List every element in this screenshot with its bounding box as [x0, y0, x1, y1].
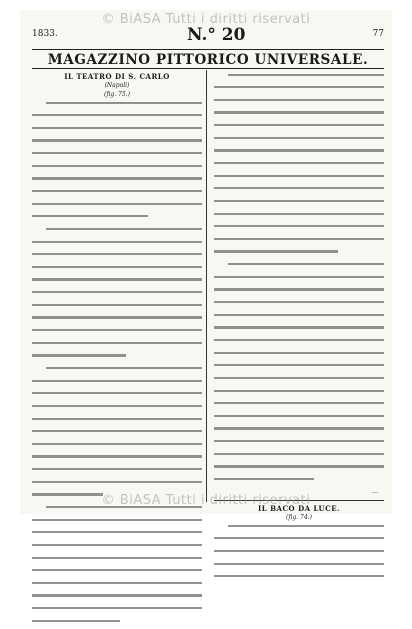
text-line: [214, 402, 384, 411]
page-number: 77: [372, 29, 384, 39]
text-line: [32, 430, 202, 439]
text-line: [32, 380, 202, 389]
text-line: [32, 114, 202, 123]
text-line: [32, 329, 202, 338]
text-line: [32, 177, 202, 186]
text-line: [32, 531, 202, 540]
text-line: [214, 339, 384, 348]
article-body-teatro: [32, 102, 202, 629]
text-line: [214, 200, 384, 209]
text-line: [214, 250, 384, 259]
right-column: [214, 70, 384, 522]
text-line: [214, 478, 384, 487]
text-line: [214, 352, 384, 361]
column-divider: [206, 70, 207, 502]
text-line: [32, 392, 202, 401]
text-line: [32, 152, 202, 161]
text-line: [214, 276, 384, 285]
text-line: [214, 175, 384, 184]
text-line: [32, 241, 202, 250]
text-line: [214, 390, 384, 399]
article-body-baco: [214, 525, 384, 585]
text-line: [32, 228, 202, 237]
text-line: [214, 525, 384, 534]
article-body-teatro-continued: [214, 74, 384, 488]
text-line: [32, 405, 202, 414]
text-line: [214, 453, 384, 462]
article-subtitle-figure-baco: (fig. 74.): [286, 514, 312, 522]
text-line: [32, 594, 202, 603]
left-column: [32, 70, 202, 500]
text-line: [214, 440, 384, 449]
text-line: [214, 225, 384, 234]
text-line: [32, 557, 202, 566]
header-rule-top: [32, 49, 384, 50]
masthead-title: MAGAZZINO PITTORICO UNIVERSALE.: [47, 52, 369, 68]
text-line: [214, 465, 384, 474]
text-line: [32, 266, 202, 275]
text-line: [32, 102, 202, 111]
text-line: [32, 304, 202, 313]
newspaper-page: [20, 10, 392, 522]
text-line: [214, 563, 384, 572]
text-line: [214, 162, 384, 171]
text-line: [214, 537, 384, 546]
text-line: [32, 569, 202, 578]
text-line: [32, 367, 202, 376]
article-subtitle-figure: (fig. 75.): [104, 91, 130, 98]
text-line: [32, 519, 202, 528]
text-line: [214, 187, 384, 196]
text-line: [32, 468, 202, 477]
text-line: [214, 99, 384, 108]
text-line: [32, 342, 202, 351]
article-signature: …: [372, 488, 378, 496]
text-line: [214, 149, 384, 158]
text-line: [32, 291, 202, 300]
text-line: [214, 288, 384, 297]
watermark-bottom: © BiASA Tutti i diritti riservati: [101, 493, 311, 508]
text-line: [32, 620, 202, 629]
text-line: [214, 238, 384, 247]
text-line: [32, 215, 202, 224]
text-line: [32, 190, 202, 199]
text-line: [214, 86, 384, 95]
text-line: [214, 326, 384, 335]
page-header: [32, 25, 384, 47]
text-line: [32, 316, 202, 325]
text-line: [214, 213, 384, 222]
text-line: [214, 137, 384, 146]
text-line: [214, 427, 384, 436]
text-line: [32, 165, 202, 174]
issue-number: N.° 20: [187, 25, 246, 45]
text-line: [214, 111, 384, 120]
article-title-teatro: IL TEATRO DI S. CARLO: [64, 72, 170, 81]
text-line: [32, 607, 202, 616]
text-line: [32, 127, 202, 136]
text-line: [32, 418, 202, 427]
text-line: [214, 124, 384, 133]
text-line: [32, 139, 202, 148]
text-line: [214, 415, 384, 424]
article-title-baco: IL BACO DA LUCE.: [257, 504, 340, 514]
text-line: [32, 481, 202, 490]
issue-year: 1833.: [32, 29, 58, 39]
text-line: [214, 263, 384, 272]
text-line: [32, 253, 202, 262]
text-line: [214, 575, 384, 584]
text-line: [32, 443, 202, 452]
text-line: [214, 314, 384, 323]
text-line: [32, 544, 202, 553]
header-rule-bottom: [32, 68, 384, 69]
text-line: [214, 377, 384, 386]
watermark-top: © BiASA Tutti i diritti riservati: [101, 12, 311, 27]
text-line: [32, 203, 202, 212]
text-line: [214, 74, 384, 83]
text-line: [214, 364, 384, 373]
text-line: [214, 301, 384, 310]
article-subtitle-place: (Napoli): [104, 82, 130, 89]
text-line: [214, 550, 384, 559]
text-line: [32, 278, 202, 287]
text-line: [32, 354, 202, 363]
text-line: [32, 455, 202, 464]
text-line: [32, 582, 202, 591]
